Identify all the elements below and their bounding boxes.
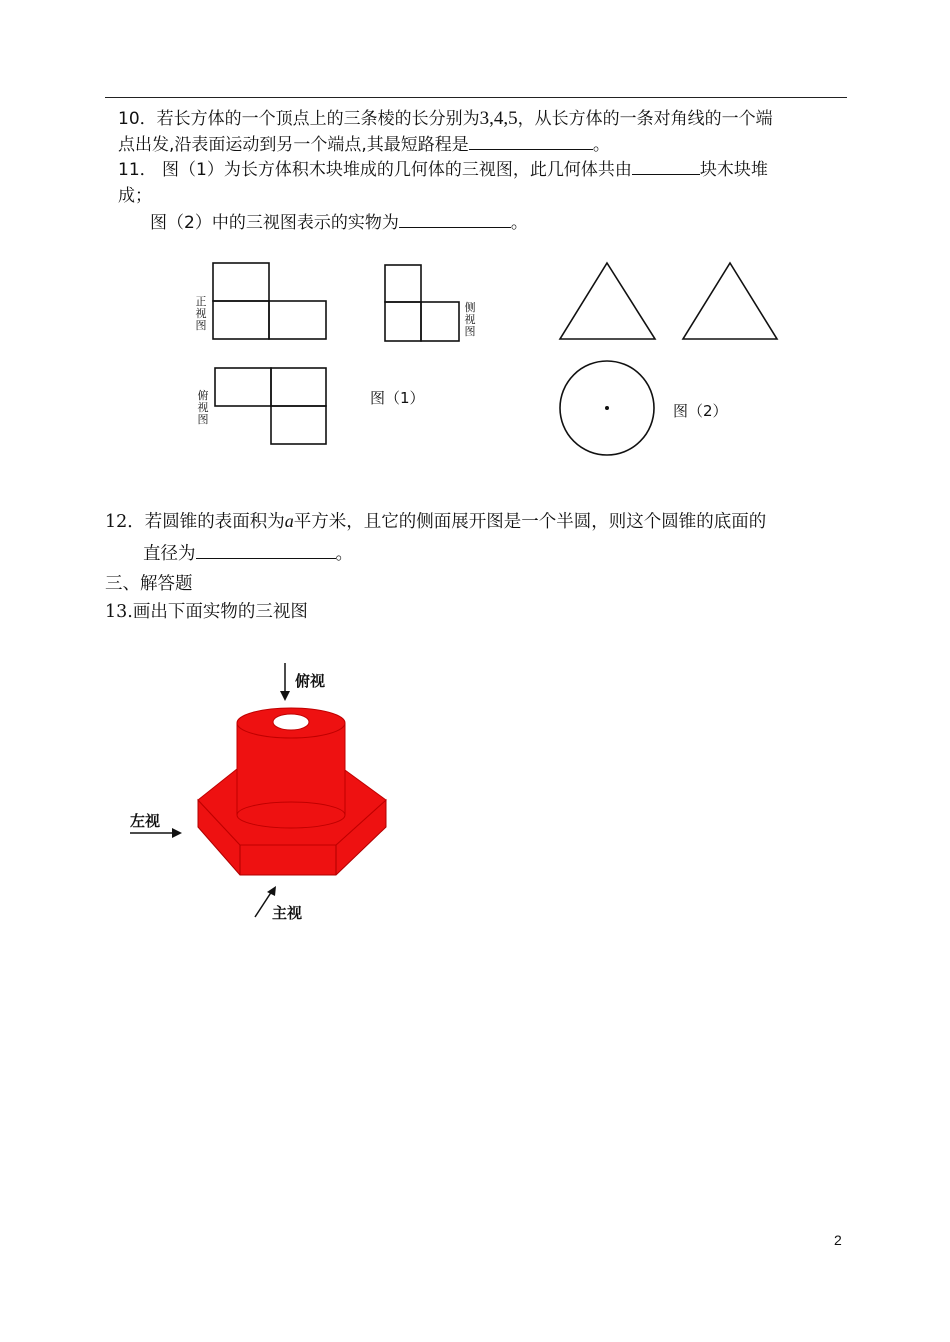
section3-title: 三、解答题 xyxy=(105,574,193,594)
side-view-label: 侧 视 图 xyxy=(464,301,476,338)
figure2-label: 图（2） xyxy=(673,402,728,420)
front-view-label: 正 视 图 xyxy=(195,295,207,332)
q10-line1: 10．若长方体的一个顶点上的三条棱的长分别为3,4,5，从长方体的一条对角线的一个端 xyxy=(118,108,773,129)
front-view-drawing xyxy=(213,263,326,339)
left-view-arrow-label: 左视 xyxy=(130,812,161,830)
figure2-drawing xyxy=(560,263,777,455)
q13-object-drawing xyxy=(120,655,400,935)
q11-line2: 成； xyxy=(118,186,152,206)
q12-line2: 直径为 。 xyxy=(143,544,353,564)
q10-line2: 点出发,沿表面运动到另一个端点,其最短路程是 。 xyxy=(118,135,610,155)
top-view-drawing xyxy=(215,368,326,444)
top-view-label: 俯 视 图 xyxy=(197,389,209,426)
q13-text: 13.画出下面实物的三视图 xyxy=(105,602,308,622)
figure1-views xyxy=(0,0,950,470)
top-view-arrow-label: 俯视 xyxy=(295,672,326,690)
q12-line1: 12．若圆锥的表面积为a平方米，且它的侧面展开图是一个半圆，则这个圆锥的底面的 xyxy=(105,511,767,532)
q12-answer-blank[interactable] xyxy=(196,544,336,559)
q11-line3: 图（2）中的三视图表示的实物为 。 xyxy=(150,213,528,233)
circle-center-dot xyxy=(605,406,609,410)
figure1-label: 图（1） xyxy=(370,389,425,407)
variable-a: a xyxy=(284,511,294,531)
front-view-arrow-label: 主视 xyxy=(272,904,303,922)
side-view-drawing xyxy=(385,265,459,341)
page-number: 2 xyxy=(834,1232,842,1248)
q11-line1: 11． 图（1）为长方体积木块堆成的几何体的三视图，此几何体共由 块木块堆 xyxy=(118,160,768,180)
